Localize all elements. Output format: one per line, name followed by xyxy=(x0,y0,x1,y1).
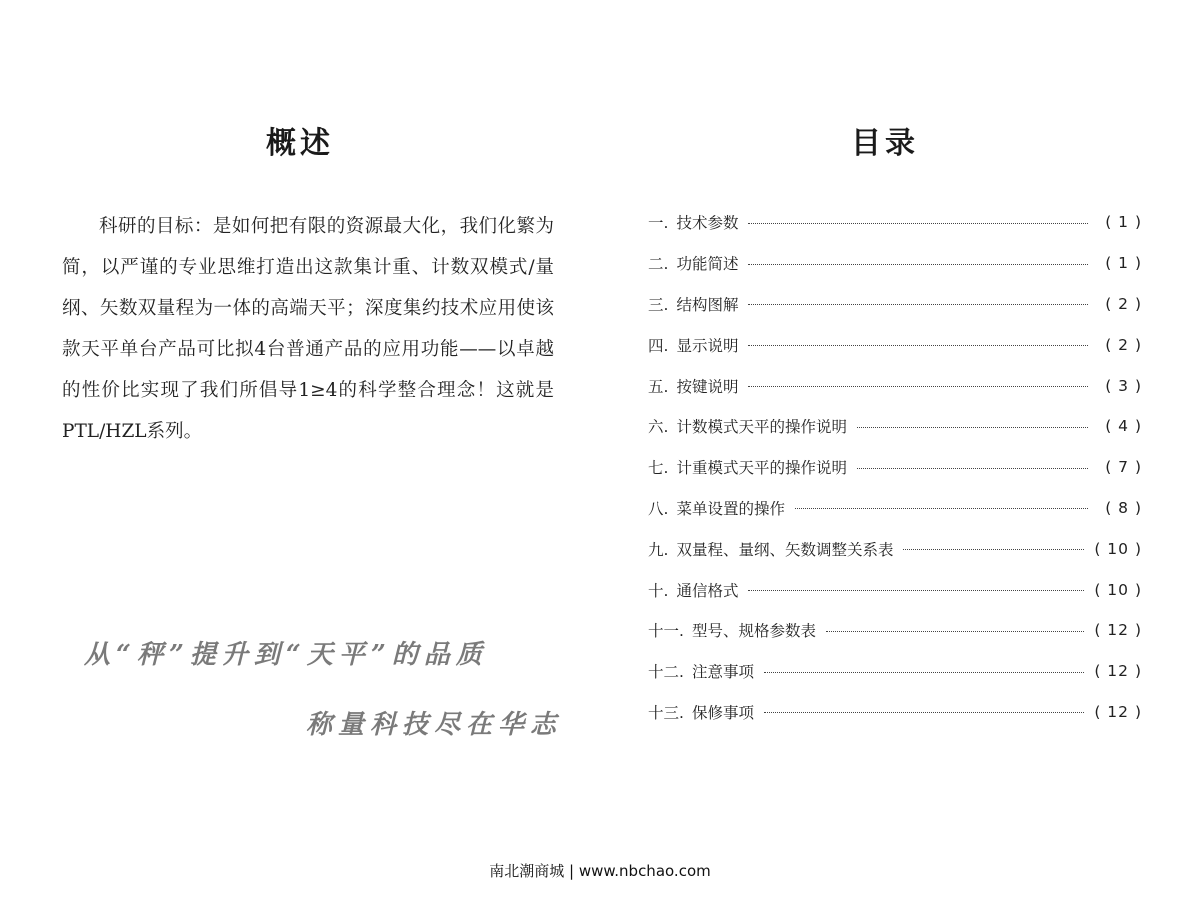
toc-item-label: 按键说明 xyxy=(676,377,739,396)
toc-item-number: 八. xyxy=(648,499,669,518)
toc-item[interactable] xyxy=(648,692,1142,733)
toc-item-page: ( 2 ) xyxy=(1105,335,1142,354)
toc-leader-dots xyxy=(748,386,1088,387)
toc-item-number: 十三. xyxy=(648,703,684,722)
toc-item-label: 技术参数 xyxy=(676,214,739,233)
toc-item[interactable] xyxy=(648,569,1142,610)
toc-leader-dots xyxy=(826,631,1084,632)
toc-item[interactable] xyxy=(648,324,1142,365)
toc-item-number: 十一. xyxy=(648,622,684,641)
toc-item[interactable] xyxy=(648,284,1142,325)
toc-leader-dots xyxy=(748,304,1088,305)
toc-item-label: 保修事项 xyxy=(691,703,754,722)
toc-leader-dots xyxy=(748,345,1088,346)
toc-leader-dots xyxy=(748,590,1084,591)
toc-item-number: 四. xyxy=(648,336,669,355)
toc-item-number: 七. xyxy=(648,459,669,478)
toc-item[interactable] xyxy=(648,528,1142,569)
toc-leader-dots xyxy=(764,672,1084,673)
footer-watermark: 南北潮商城 | www.nbchao.com xyxy=(489,862,711,880)
toc-item-number: 十二. xyxy=(648,663,684,682)
toc-item-label: 结构图解 xyxy=(676,295,739,314)
toc-item-page: ( 12 ) xyxy=(1094,702,1142,721)
toc-item-label: 注意事项 xyxy=(691,663,754,682)
toc-item[interactable] xyxy=(648,651,1142,692)
toc-leader-dots xyxy=(857,468,1088,469)
toc-item[interactable] xyxy=(648,365,1142,406)
toc-item-label: 功能简述 xyxy=(676,255,739,274)
toc-item[interactable] xyxy=(648,243,1142,284)
toc-item-number: 五. xyxy=(648,377,669,396)
toc-item-label: 显示说明 xyxy=(676,336,739,355)
toc-title: 目录 xyxy=(851,126,919,161)
overview-paragraph: 科研的目标：是如何把有限的资源最大化，我们化繁为简，以严谨的专业思维打造出这款集计重、计数双模式/量纲、矢数双量程为一体的高端天平；深度集约技术应用使该款天平单台产品可比拟4台普通产品的应用功能——以卓越的性价比实现了我们所倡导1≥4的科学整合理念！这就是PTL/HZL系列。 xyxy=(62,216,554,442)
toc-leader-dots xyxy=(764,712,1084,713)
table-of-contents xyxy=(648,202,1142,732)
toc-item-number: 九. xyxy=(648,540,669,559)
toc-item[interactable] xyxy=(648,447,1142,488)
toc-item-page: ( 7 ) xyxy=(1105,458,1142,477)
toc-item-number: 三. xyxy=(648,295,669,314)
toc-item-page: ( 2 ) xyxy=(1105,294,1142,313)
toc-item-label: 型号、规格参数表 xyxy=(691,622,816,641)
toc-item-page: ( 1 ) xyxy=(1105,254,1142,273)
toc-item[interactable] xyxy=(648,406,1142,447)
toc-item-page: ( 8 ) xyxy=(1105,498,1142,517)
toc-item-label: 计数模式天平的操作说明 xyxy=(676,418,847,437)
toc-item-page: ( 4 ) xyxy=(1105,417,1142,436)
toc-item[interactable] xyxy=(648,488,1142,529)
toc-item-label: 通信格式 xyxy=(676,581,739,600)
toc-item-page: ( 10 ) xyxy=(1094,580,1142,599)
toc-item[interactable] xyxy=(648,202,1142,243)
toc-item-page: ( 3 ) xyxy=(1105,376,1142,395)
toc-item-number: 一. xyxy=(648,214,669,233)
toc-item-label: 双量程、量纲、矢数调整关系表 xyxy=(676,540,894,559)
toc-item-label: 计重模式天平的操作说明 xyxy=(676,459,847,478)
toc-item-page: ( 10 ) xyxy=(1094,539,1142,558)
toc-leader-dots xyxy=(795,508,1088,509)
toc-leader-dots xyxy=(748,264,1088,265)
toc-item-number: 六. xyxy=(648,418,669,437)
toc-item-label: 菜单设置的操作 xyxy=(676,499,785,518)
overview-title: 概述 xyxy=(266,126,334,161)
toc-leader-dots xyxy=(857,427,1088,428)
toc-item-page: ( 12 ) xyxy=(1094,621,1142,640)
toc-leader-dots xyxy=(903,549,1084,550)
toc-item-page: ( 12 ) xyxy=(1094,662,1142,681)
toc-item-page: ( 1 ) xyxy=(1105,213,1142,232)
slogan-line-2: 称量科技尽在华志 xyxy=(306,710,563,740)
toc-item-number: 二. xyxy=(648,255,669,274)
toc-leader-dots xyxy=(748,223,1088,224)
toc-item-number: 十. xyxy=(648,581,669,600)
slogan-line-1: 从“秤”提升到“天平”的品质 xyxy=(84,640,488,670)
toc-item[interactable] xyxy=(648,610,1142,651)
